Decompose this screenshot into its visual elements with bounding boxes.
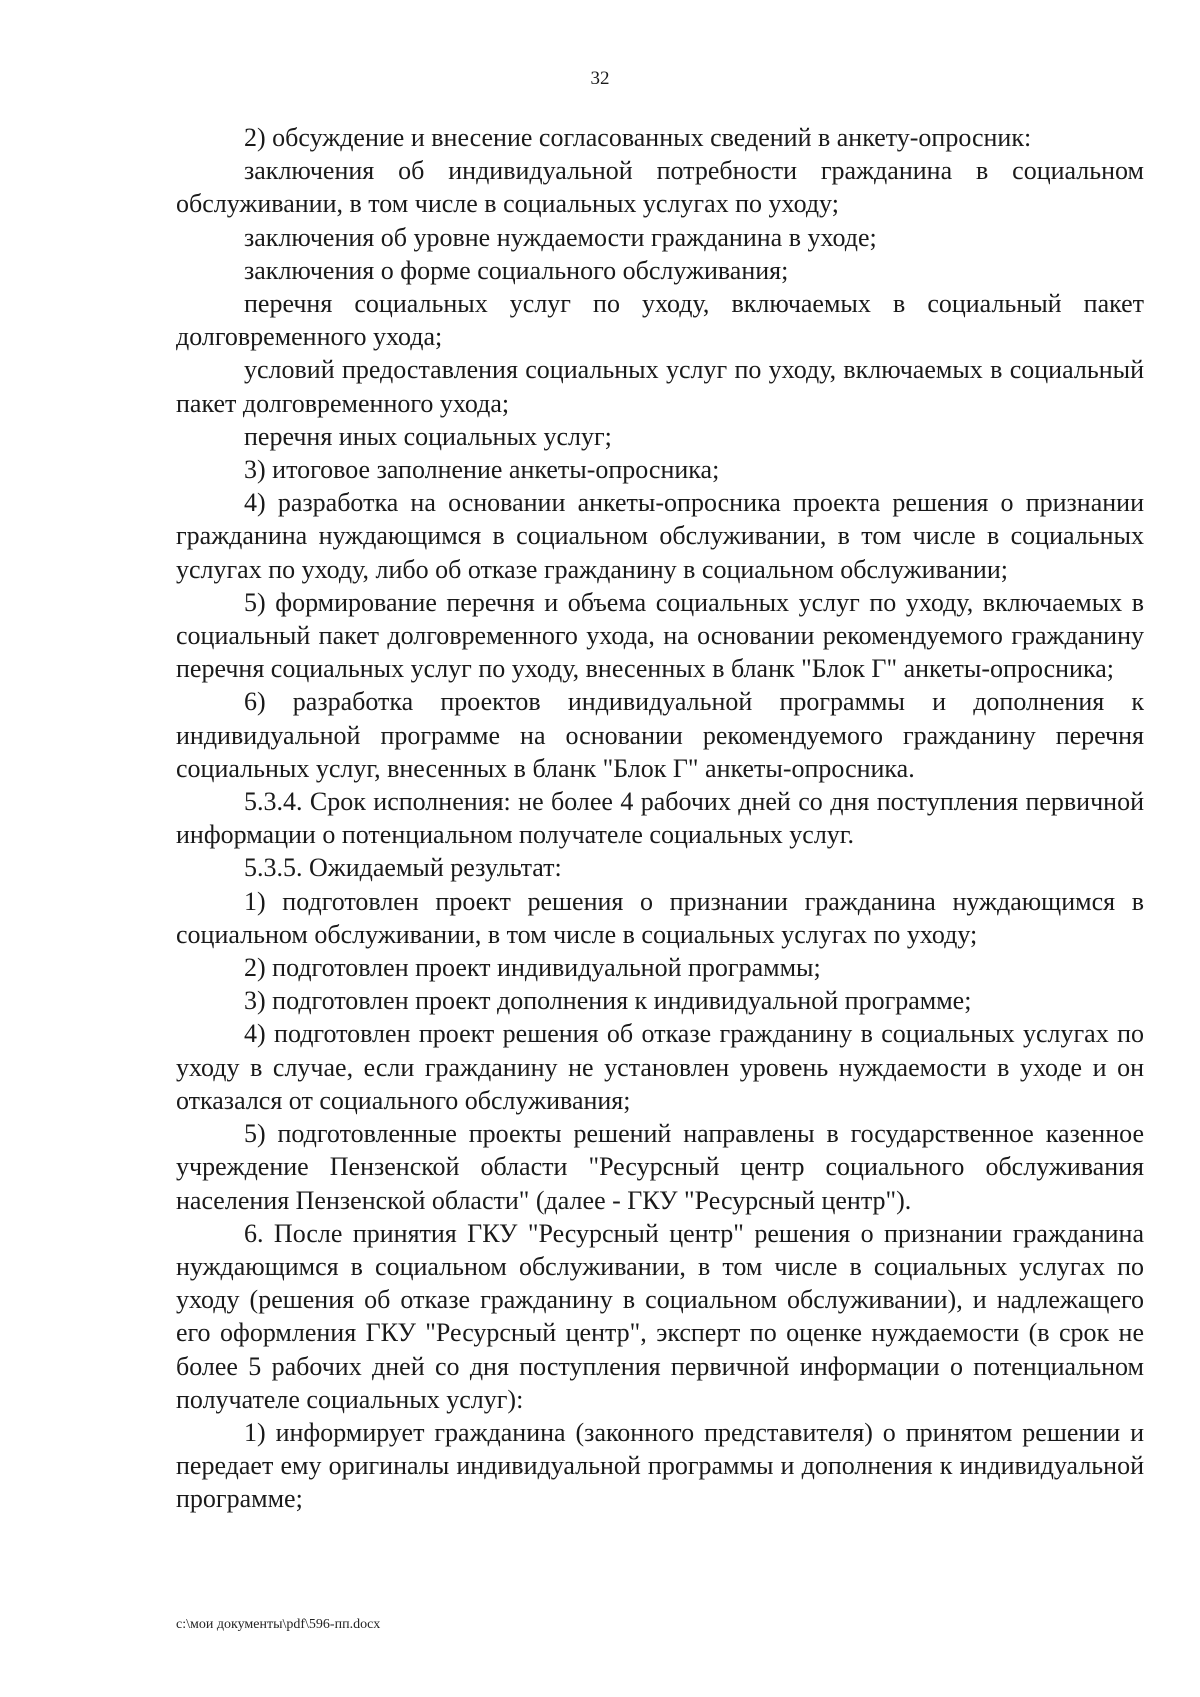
paragraph: 6) разработка проектов индивидуальной программы и дополнения к индивидуальной программе на основании рекомендуемого гражданину перечня социальных услуг, внесенных в бланк "Блок Г" анкеты-опросника. — [176, 687, 1144, 783]
paragraph: 5) формирование перечня и объема социальных услуг по уходу, включаемых в социальный пакет долговременного ухода, на основании рекомендуемого гражданину перечня социальных услуг по уходу, внесенных в бланк "Блок Г" анкеты-опросника; — [176, 587, 1144, 684]
paragraph: 6. После принятия ГКУ "Ресурсный центр" решения о признании гражданина нуждающимся в социальном обслуживании, в том числе в социальных услугах по уходу (решения об отказе гражданину в социальном обслуживании), и надлежащего его оформления ГКУ "Ресурсный центр", эксперт по оценке нуждаемости (в срок не более 5 рабочих дней со дня поступления первичной информации о потенциальном получателе социальных услуг): — [176, 1218, 1144, 1414]
paragraph: 2) подготовлен проект индивидуальной программы; — [244, 953, 821, 983]
paragraph: перечня иных социальных услуг; — [244, 421, 612, 451]
footer-file-path: c:\мои документы\pdf\596-пп.docx — [176, 1617, 381, 1632]
paragraph: 5) подготовленные проекты решений направлены в государственное казенное учреждение Пензенской области "Ресурсный центр социального обслуживания населения Пензенской области" (далее - ГКУ "Ресурсный центр"). — [176, 1119, 1144, 1215]
paragraph: 4) разработка на основании анкеты-опросника проекта решения о признании гражданина нуждающимся в социальном обслуживании, в том числе в социальных услугах по уходу, либо об отказе гражданину в социальном обслуживании; — [176, 488, 1144, 584]
paragraph: 3) итоговое заполнение анкеты-опросника; — [244, 455, 720, 485]
paragraph: 3) подготовлен проект дополнения к индивидуальной программе; — [244, 986, 972, 1016]
paragraph: заключения об уровне нуждаемости гражданина в уходе; — [244, 222, 877, 252]
paragraph: перечня социальных услуг по уходу, включаемых в социальный пакет долговременного ухода; — [176, 289, 1144, 352]
paragraph: условий предоставления социальных услуг по уходу, включаемых в социальный пакет долговременного ухода; — [176, 355, 1144, 418]
paragraph: 5.3.5. Ожидаемый результат: — [244, 853, 562, 883]
page-number: 32 — [590, 68, 610, 89]
paragraph: заключения об индивидуальной потребности гражданина в социальном обслуживании, в том числе в социальных услугах по уходу; — [176, 156, 1144, 219]
paragraph: 4) подготовлен проект решения об отказе гражданину в социальных услугах по уходу в случае, если гражданину не установлен уровень нуждаемости в уходе и он отказался от социального обслуживания; — [176, 1019, 1144, 1115]
paragraph: 1) информирует гражданина (законного представителя) о принятом решении и передает ему оригиналы индивидуальной программы и дополнения к индивидуальной программе; — [176, 1417, 1144, 1514]
paragraph: заключения о форме социального обслуживания; — [244, 255, 789, 285]
paragraph: 5.3.4. Срок исполнения: не более 4 рабочих дней со дня поступления первичной информации о потенциальном получателе социальных услуг. — [176, 787, 1144, 850]
document-body — [176, 121, 1144, 1516]
paragraph: 2) обсуждение и внесение согласованных сведений в анкету-опросник: — [244, 123, 1032, 152]
paragraph: 1) подготовлен проект решения о признании гражданина нуждающимся в социальном обслуживании, в том числе в социальных услугах по уходу; — [176, 886, 1144, 949]
